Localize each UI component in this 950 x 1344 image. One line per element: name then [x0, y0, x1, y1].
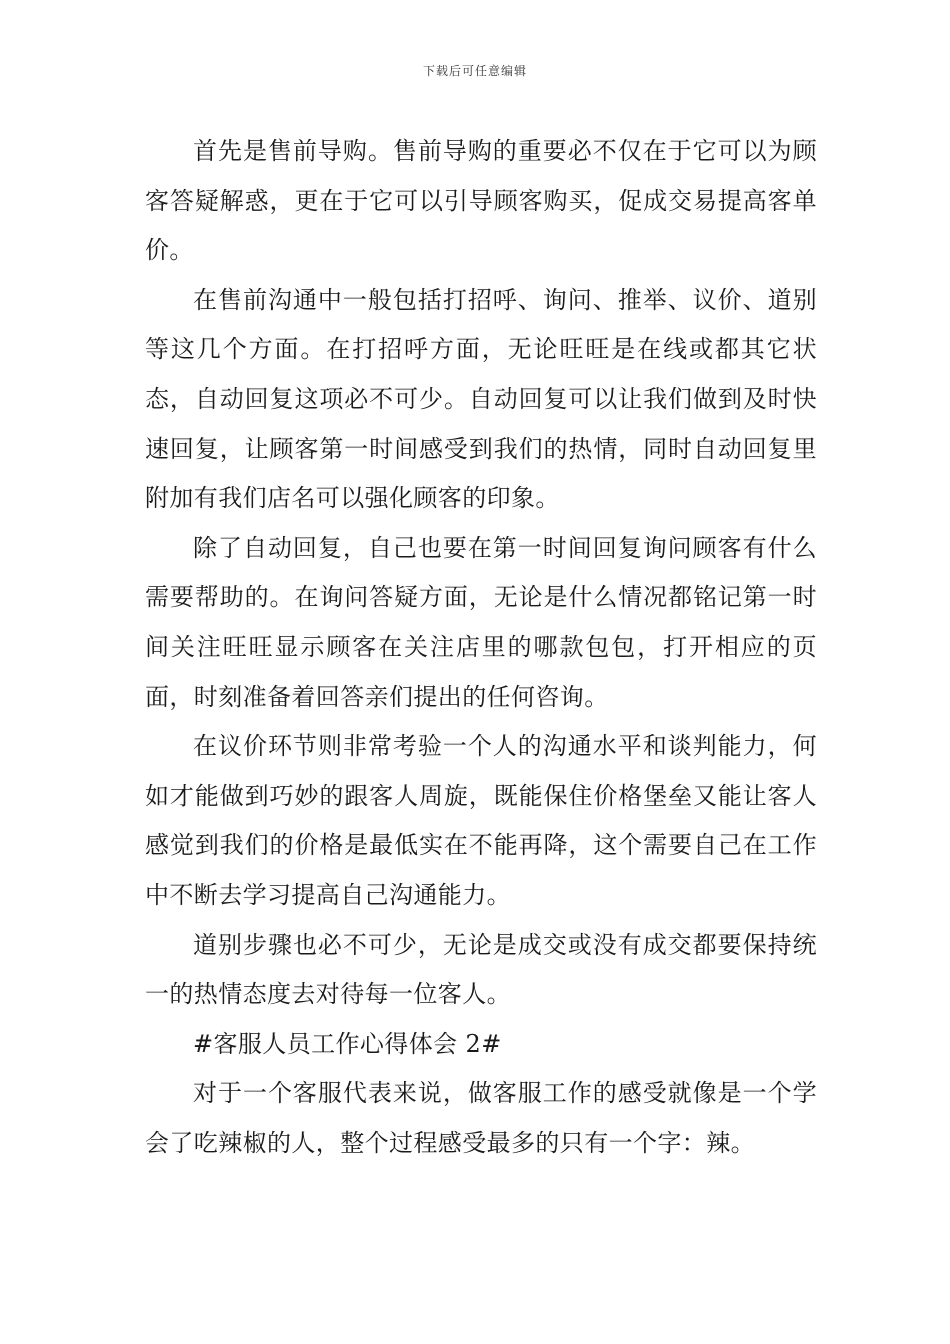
section-heading: #客服人员工作心得体会 2#: [193, 1029, 502, 1058]
paragraph-price-negotiation: 在议价环节则非常考验一个人的沟通水平和谈判能力，何如才能做到巧妙的跟客人周旋，既能保住价格堡垒又能让客人感觉到我们的价格是最低实在不能再降，这个需要自己在工作中不断去学习提高自己沟通能力。: [145, 732, 817, 909]
paragraph-inquiry: 除了自动回复，自己也要在第一时间回复询问顾客有什么需要帮助的。在询问答疑方面，无论是什么情况都铭记第一时间关注旺旺显示顾客在关注店里的哪款包包，打开相应的页面，时刻准备着回答亲们提出的任何咨询。: [145, 533, 817, 711]
paragraph-farewell: 道别步骤也必不可少，无论是成交或没有成交都要保持统一的热情态度去对待每一位客人。: [145, 930, 817, 1009]
page-header: 下载后可任意编辑: [422, 64, 527, 78]
paragraph-spicy-analogy: 对于一个客服代表来说，做客服工作的感受就像是一个学会了吃辣椒的人，整个过程感受最多的只有一个字：辣。: [145, 1079, 817, 1157]
paragraph-presales-communication: 在售前沟通中一般包括打招呼、询问、推举、议价、道别等这几个方面。在打招呼方面，无论旺旺是在线或都其它状态，自动回复这项必不可少。自动回复可以让我们做到及时快速回复，让顾客第一时间感受到我们的热情，同时自动回复里附加有我们店名可以强化顾客的印象。: [145, 285, 817, 513]
paragraph-presales-guide: 首先是售前导购。售前导购的重要必不仅在于它可以为顾客答疑解惑，更在于它可以引导顾客购买，促成交易提高客单价。: [145, 137, 817, 265]
document-body: [145, 127, 817, 1168]
